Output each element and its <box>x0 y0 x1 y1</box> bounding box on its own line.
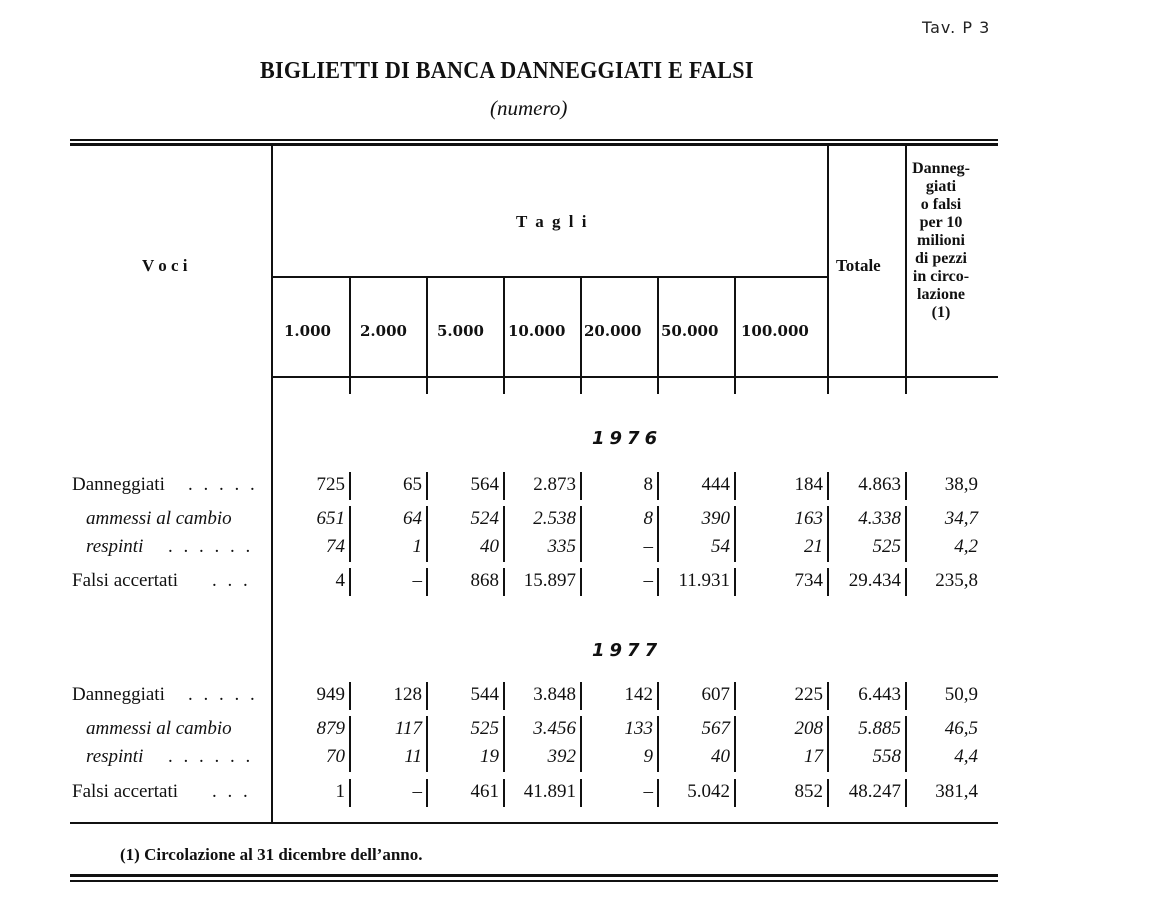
cell-separator <box>580 744 582 772</box>
cell-separator <box>734 682 736 710</box>
table-cell: 46,5 <box>944 718 978 739</box>
header-divider <box>503 276 505 378</box>
table-cell: 50,9 <box>944 684 978 705</box>
tick <box>349 378 351 394</box>
cell-separator <box>580 716 582 744</box>
row-leader-dots: . . . <box>212 781 251 802</box>
bottom-rule <box>70 874 998 877</box>
table-cell: 651 <box>316 508 345 529</box>
table-reference: Tav. P 3 <box>922 18 991 37</box>
cell-separator <box>503 779 505 807</box>
denomination-header: 2.000 <box>360 322 407 340</box>
denomination-header: 1.000 <box>284 322 331 340</box>
top-rule <box>70 139 998 141</box>
table-cell: 64 <box>403 508 422 529</box>
cell-separator <box>503 568 505 596</box>
table-cell: 48.247 <box>848 781 901 802</box>
cell-separator <box>349 716 351 744</box>
table-cell: 335 <box>547 536 576 557</box>
table-cell: 34,7 <box>944 508 978 529</box>
page-subtitle: (numero) <box>490 96 568 120</box>
table-cell: 525 <box>470 718 499 739</box>
table-cell: 4.338 <box>858 508 901 529</box>
tick <box>426 378 428 394</box>
top-rule-thick <box>70 143 998 146</box>
row-label: respinti <box>86 746 144 767</box>
cell-separator <box>657 716 659 744</box>
table-cell: 11.931 <box>678 570 730 591</box>
cell-separator <box>827 779 829 807</box>
cell-separator <box>734 779 736 807</box>
table-bottom-rule <box>70 822 998 824</box>
cell-separator <box>827 534 829 562</box>
header-bottom-rule <box>271 376 998 378</box>
table-cell: 852 <box>794 781 823 802</box>
table-cell: 74 <box>326 536 345 557</box>
cell-separator <box>905 568 907 596</box>
row-label: Falsi accertati <box>72 781 179 802</box>
table-cell: 184 <box>794 474 823 495</box>
table-cell: 8 <box>643 474 653 495</box>
table-cell: 879 <box>316 718 345 739</box>
section-year: 1977 <box>592 640 663 661</box>
table-cell: 390 <box>701 508 730 529</box>
cell-separator <box>426 506 428 534</box>
table-cell: 163 <box>794 508 823 529</box>
table-cell: – <box>643 536 653 557</box>
cell-separator <box>580 779 582 807</box>
bottom-rule-thin <box>70 880 998 882</box>
header-divider <box>271 146 273 378</box>
table-cell: – <box>643 570 653 591</box>
table-cell: 868 <box>470 570 499 591</box>
table-cell: 11 <box>404 746 422 767</box>
table-cell: 17 <box>804 746 823 767</box>
tick <box>580 378 582 394</box>
row-label: respinti <box>86 536 144 557</box>
cell-separator <box>657 779 659 807</box>
cell-separator <box>349 744 351 772</box>
cell-separator <box>426 534 428 562</box>
table-cell: 5.042 <box>687 781 730 802</box>
table-cell: 54 <box>711 536 730 557</box>
table-cell: 41.891 <box>523 781 576 802</box>
denomination-header: 20.000 <box>584 322 642 340</box>
table-cell: 6.443 <box>858 684 901 705</box>
table-cell: 725 <box>316 474 345 495</box>
denomination-header: 5.000 <box>437 322 484 340</box>
table-cell: – <box>643 781 653 802</box>
cell-separator <box>905 472 907 500</box>
table-cell: 567 <box>701 718 730 739</box>
cell-separator <box>349 682 351 710</box>
table-cell: 8 <box>643 508 653 529</box>
cell-separator <box>905 744 907 772</box>
tick <box>827 378 829 394</box>
cell-separator <box>827 682 829 710</box>
table-cell: 235,8 <box>935 570 978 591</box>
table-cell: 142 <box>624 684 653 705</box>
table-cell: 2.873 <box>533 474 576 495</box>
cell-separator <box>827 506 829 534</box>
tagli-underline <box>271 276 827 278</box>
cell-separator <box>503 682 505 710</box>
cell-separator <box>349 506 351 534</box>
cell-separator <box>827 744 829 772</box>
cell-separator <box>905 506 907 534</box>
table-cell: 949 <box>316 684 345 705</box>
row-label: ammessi al cambio <box>86 718 232 739</box>
cell-separator <box>349 472 351 500</box>
table-cell: 1 <box>412 536 422 557</box>
row-leader-dots: . . . <box>212 570 251 591</box>
cell-separator <box>734 568 736 596</box>
table-cell: 9 <box>643 746 653 767</box>
cell-separator <box>905 682 907 710</box>
table-cell: 525 <box>872 536 901 557</box>
cell-separator <box>827 568 829 596</box>
column-header-ratio: Danneg- giati o falsi per 10 milioni di pezzi in circo- lazione (1) <box>912 160 970 321</box>
cell-separator <box>657 744 659 772</box>
header-divider <box>580 276 582 378</box>
cell-separator <box>503 534 505 562</box>
cell-separator <box>580 568 582 596</box>
table-cell: 225 <box>794 684 823 705</box>
header-divider <box>426 276 428 378</box>
table-cell: 564 <box>470 474 499 495</box>
column-header-voci: V o c i <box>142 256 188 275</box>
table-cell: 4,4 <box>954 746 978 767</box>
cell-separator <box>503 472 505 500</box>
cell-separator <box>734 534 736 562</box>
cell-separator <box>734 744 736 772</box>
table-cell: 3.848 <box>533 684 576 705</box>
cell-separator <box>657 568 659 596</box>
tick <box>503 378 505 394</box>
table-cell: 40 <box>711 746 730 767</box>
table-cell: 2.538 <box>533 508 576 529</box>
table-cell: 4 <box>335 570 345 591</box>
cell-separator <box>734 506 736 534</box>
table-cell: 4.863 <box>858 474 901 495</box>
cell-separator <box>426 744 428 772</box>
table-cell: 461 <box>470 781 499 802</box>
row-label: ammessi al cambio <box>86 508 232 529</box>
table-cell: 1 <box>335 781 345 802</box>
cell-separator <box>426 472 428 500</box>
cell-separator <box>349 779 351 807</box>
cell-separator <box>657 506 659 534</box>
header-divider <box>349 276 351 378</box>
row-leader-dots: . . . . . . <box>168 536 254 557</box>
table-cell: 15.897 <box>523 570 576 591</box>
row-leader-dots: . . . . . . <box>168 746 254 767</box>
cell-separator <box>426 716 428 744</box>
cell-separator <box>657 534 659 562</box>
cell-separator <box>426 682 428 710</box>
cell-separator <box>426 779 428 807</box>
cell-separator <box>503 506 505 534</box>
table-cell: 4,2 <box>954 536 978 557</box>
footnote: (1) Circolazione al 31 dicembre dell’anno. <box>120 845 423 864</box>
cell-separator <box>580 506 582 534</box>
cell-separator <box>580 472 582 500</box>
table-cell: 19 <box>480 746 499 767</box>
cell-separator <box>734 472 736 500</box>
cell-separator <box>503 716 505 744</box>
column-header-tagli: T a g l i <box>516 212 589 231</box>
table-cell: 29.434 <box>848 570 901 591</box>
cell-separator <box>734 716 736 744</box>
cell-separator <box>580 682 582 710</box>
cell-separator <box>827 472 829 500</box>
cell-separator <box>503 744 505 772</box>
table-cell: 392 <box>547 746 576 767</box>
tick <box>734 378 736 394</box>
row-leader-dots: . . . . . <box>188 474 258 495</box>
table-cell: 208 <box>794 718 823 739</box>
row-label: Falsi accertati <box>72 570 179 591</box>
cell-separator <box>349 534 351 562</box>
cell-separator <box>657 682 659 710</box>
table-cell: 734 <box>794 570 823 591</box>
table-cell: 607 <box>701 684 730 705</box>
table-cell: 3.456 <box>533 718 576 739</box>
section-year: 1976 <box>592 428 663 449</box>
table-cell: 70 <box>326 746 345 767</box>
cell-separator <box>580 534 582 562</box>
cell-separator <box>349 568 351 596</box>
table-cell: 444 <box>701 474 730 495</box>
header-divider <box>734 276 736 378</box>
row-label: Danneggiati <box>72 474 165 495</box>
table-cell: 128 <box>393 684 422 705</box>
header-divider <box>827 146 829 378</box>
denomination-header: 100.000 <box>741 322 809 340</box>
denomination-header: 10.000 <box>508 322 566 340</box>
table-cell: 133 <box>624 718 653 739</box>
table-cell: – <box>412 570 422 591</box>
cell-separator <box>827 716 829 744</box>
table-cell: 117 <box>394 718 422 739</box>
column-header-totale: Totale <box>836 256 881 275</box>
page-title: BIGLIETTI DI BANCA DANNEGGIATI E FALSI <box>260 58 754 84</box>
table-cell: 524 <box>470 508 499 529</box>
table-cell: 558 <box>872 746 901 767</box>
cell-separator <box>905 779 907 807</box>
table-cell: 40 <box>480 536 499 557</box>
header-divider <box>657 276 659 378</box>
cell-separator <box>657 472 659 500</box>
tick <box>657 378 659 394</box>
cell-separator <box>426 568 428 596</box>
table-cell: 5.885 <box>858 718 901 739</box>
tick <box>905 378 907 394</box>
row-leader-dots: . . . . . <box>188 684 258 705</box>
cell-separator <box>905 534 907 562</box>
table-cell: – <box>412 781 422 802</box>
cell-separator <box>905 716 907 744</box>
table-cell: 38,9 <box>944 474 978 495</box>
denomination-header: 50.000 <box>661 322 719 340</box>
row-label: Danneggiati <box>72 684 165 705</box>
table-cell: 65 <box>403 474 422 495</box>
table-cell: 21 <box>804 536 823 557</box>
table-cell: 381,4 <box>935 781 978 802</box>
table-cell: 544 <box>470 684 499 705</box>
